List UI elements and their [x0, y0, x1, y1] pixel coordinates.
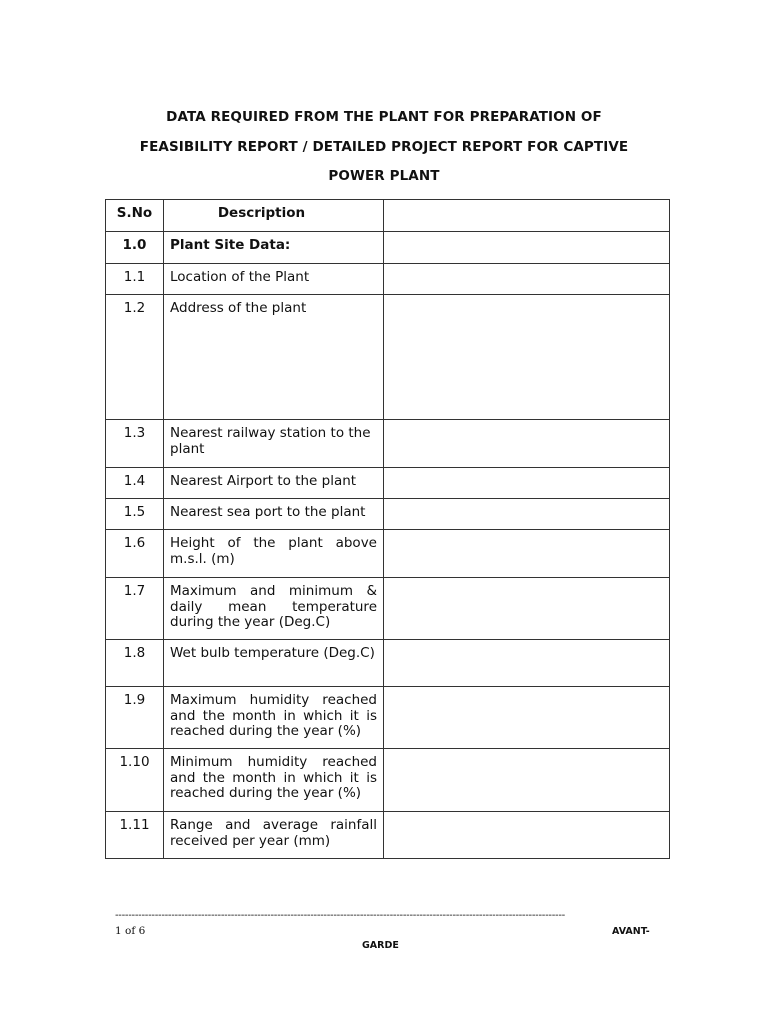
section-sno: 1.0 — [106, 232, 164, 264]
footer-rule: ---------------------------------------------------------------------------------------------------------------------------------------- — [115, 910, 565, 921]
row-sno: 1.7 — [106, 578, 164, 640]
row-sno: 1.4 — [106, 468, 164, 499]
table-row — [106, 687, 670, 749]
header-value — [384, 200, 670, 232]
row-sno: 1.11 — [106, 812, 164, 859]
table-row — [106, 578, 670, 640]
table-row — [106, 420, 670, 468]
row-sno: 1.1 — [106, 264, 164, 295]
row-description: Maximum and minimum & daily mean temperature during the year (Deg.C) — [164, 578, 384, 640]
table-row — [106, 812, 670, 859]
row-description: Minimum humidity reached and the month in which it is reached during the year (%) — [164, 749, 384, 812]
company-name: AVANT-GARDE — [362, 926, 650, 951]
row-value-cell[interactable] — [384, 468, 670, 499]
row-description: Wet bulb temperature (Deg.C) — [164, 640, 384, 687]
row-value-cell[interactable] — [384, 420, 670, 468]
row-value-cell[interactable] — [384, 264, 670, 295]
section-row — [106, 232, 670, 264]
row-description: Height of the plant above m.s.l. (m) — [164, 530, 384, 578]
table-row — [106, 295, 670, 420]
table-row — [106, 499, 670, 530]
row-sno: 1.10 — [106, 749, 164, 812]
row-value-cell[interactable] — [384, 812, 670, 859]
page-number: 1 of 6 — [115, 925, 146, 937]
row-value-cell[interactable] — [384, 530, 670, 578]
plant-data-table — [105, 199, 670, 859]
row-sno: 1.2 — [106, 295, 164, 420]
row-sno: 1.6 — [106, 530, 164, 578]
row-value-cell[interactable] — [384, 499, 670, 530]
document-title — [100, 103, 668, 192]
table-row — [106, 640, 670, 687]
row-description: Nearest sea port to the plant — [164, 499, 384, 530]
row-sno: 1.9 — [106, 687, 164, 749]
row-value-cell[interactable] — [384, 687, 670, 749]
row-description: Address of the plant — [164, 295, 384, 420]
title-line-2: FEASIBILITY REPORT / DETAILED PROJECT REPORT FOR CAPTIVE — [139, 138, 629, 155]
row-value-cell[interactable] — [384, 749, 670, 812]
row-value-cell[interactable] — [384, 578, 670, 640]
table-row — [106, 468, 670, 499]
section-description: Plant Site Data: — [164, 232, 384, 264]
row-description: Maximum humidity reached and the month in which it is reached during the year (%) — [164, 687, 384, 749]
table-row — [106, 264, 670, 295]
table-header-row — [106, 200, 670, 232]
row-value-cell[interactable] — [384, 640, 670, 687]
header-sno: S.No — [106, 200, 164, 232]
row-value-cell[interactable] — [384, 295, 670, 420]
row-description: Location of the Plant — [164, 264, 384, 295]
header-description: Description — [164, 200, 384, 232]
row-description: Range and average rainfall received per year (mm) — [164, 812, 384, 859]
row-description: Nearest railway station to the plant — [164, 420, 384, 468]
row-sno: 1.3 — [106, 420, 164, 468]
row-description: Nearest Airport to the plant — [164, 468, 384, 499]
title-line-1: DATA REQUIRED FROM THE PLANT FOR PREPARATION OF — [166, 109, 602, 125]
title-line-3: POWER PLANT — [328, 168, 440, 184]
row-sno: 1.8 — [106, 640, 164, 687]
table-row — [106, 749, 670, 812]
row-sno: 1.5 — [106, 499, 164, 530]
section-value-cell[interactable] — [384, 232, 670, 264]
table-row — [106, 530, 670, 578]
